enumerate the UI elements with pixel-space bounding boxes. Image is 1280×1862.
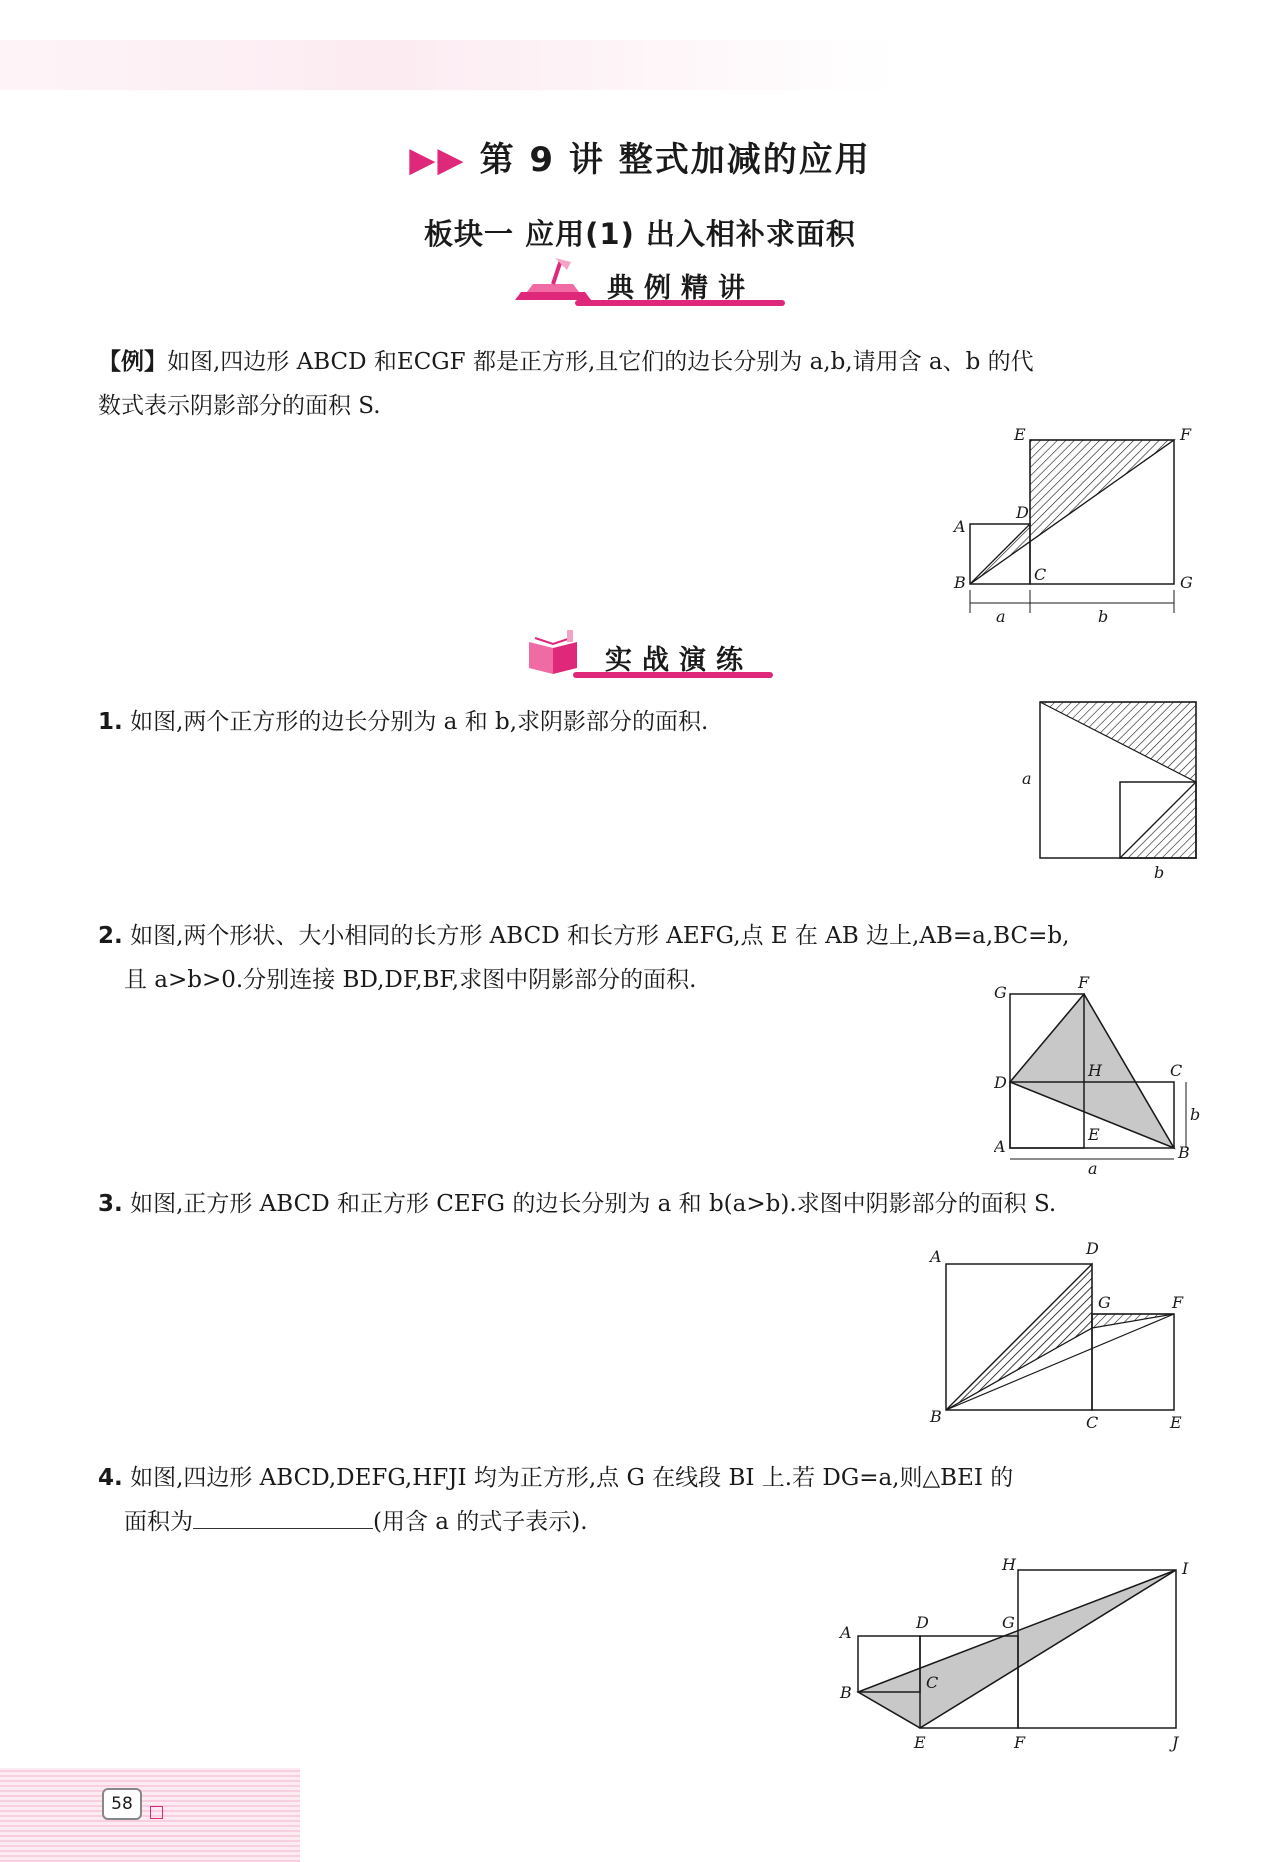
problem-4	[98, 1456, 1198, 1544]
problem-2-text-line2: 且 a>b>0.分别连接 BD,DF,BF,求图中阴影部分的面积.	[124, 967, 697, 993]
label-E: E	[1088, 1125, 1100, 1144]
label-G: G	[994, 983, 1007, 1002]
figure-2	[994, 976, 1204, 1176]
label-J: J	[1172, 1733, 1179, 1752]
label-G: G	[1098, 1293, 1111, 1312]
figure-1-shaded-top	[1040, 702, 1196, 782]
label-A: A	[930, 1247, 942, 1266]
label-A: A	[840, 1623, 852, 1642]
answer-blank[interactable]	[193, 1508, 373, 1529]
footer-square-icon	[150, 1806, 163, 1819]
problem-4-text-line1: 如图,四边形 ABCD,DEFG,HFJI 均为正方形,点 G 在线段 BI 上.若 DG=a,则△BEI 的	[130, 1465, 1014, 1491]
example-figure	[942, 428, 1202, 628]
problem-3-text: 如图,正方形 ABCD 和正方形 CEFG 的边长分别为 a 和 b(a>b).求图中阴影部分的面积 S.	[130, 1191, 1057, 1217]
label-I: I	[1182, 1559, 1189, 1578]
label-F: F	[1180, 428, 1192, 444]
problem-4-text-line2-after: (用含 a 的式子表示).	[373, 1509, 588, 1535]
problem-3-number: 3.	[98, 1191, 123, 1217]
banner-example	[515, 262, 785, 308]
top-decoration	[0, 40, 1280, 90]
label-a: a	[996, 607, 1006, 626]
book-icon	[525, 628, 585, 678]
label-b: b	[1190, 1105, 1201, 1124]
figure-1	[1020, 694, 1210, 884]
banner-practice-label: 实战演练	[605, 645, 753, 676]
problem-2-number: 2.	[98, 923, 123, 949]
label-E: E	[914, 1733, 926, 1752]
problem-4-text-line2-before: 面积为	[124, 1509, 193, 1535]
label-C: C	[1086, 1413, 1099, 1430]
problem-2-text-line1: 如图,两个形状、大小相同的长方形 ABCD 和长方形 AEFG,点 E 在 AB 边上,AB=a,BC=b,	[130, 923, 1070, 949]
label-G: G	[1002, 1613, 1015, 1632]
figure-3-shaded-right	[1092, 1314, 1174, 1328]
double-arrow-icon: ▶▶	[409, 140, 466, 180]
problem-1-text: 如图,两个正方形的边长分别为 a 和 b,求阴影部分的面积.	[130, 709, 709, 735]
label-D: D	[916, 1613, 929, 1632]
example-text-line1: 如图,四边形 ABCD 和ECGF 都是正方形,且它们的边长分别为 a,b,请用含 a、b 的代	[167, 349, 1034, 375]
label-B: B	[840, 1683, 852, 1702]
lesson-title	[0, 132, 1280, 181]
label-F: F	[1172, 1293, 1184, 1312]
lesson-title-text: 第 9 讲 整式加减的应用	[479, 140, 871, 180]
banner-practice	[525, 634, 795, 680]
example-paragraph	[98, 340, 1198, 428]
label-C: C	[1034, 565, 1047, 584]
label-H: H	[1088, 1061, 1102, 1080]
label-C: C	[1170, 1061, 1183, 1080]
figure-4-shaded-region	[858, 1570, 1176, 1728]
label-b: b	[1154, 863, 1165, 882]
problem-4-number: 4.	[98, 1465, 123, 1491]
label-B: B	[1178, 1143, 1190, 1162]
problem-3	[98, 1182, 1198, 1226]
example-text-line2: 数式表示阴影部分的面积 S.	[98, 393, 381, 419]
example-prefix: 【例】	[98, 349, 167, 375]
label-a: a	[1022, 769, 1032, 788]
label-C: C	[926, 1673, 939, 1692]
label-F: F	[1078, 976, 1090, 992]
figure-3	[926, 1240, 1186, 1430]
banner-example-label: 典例精讲	[607, 273, 755, 304]
label-E: E	[1014, 428, 1026, 444]
label-F: F	[1014, 1733, 1026, 1752]
label-a: a	[1088, 1159, 1098, 1176]
problem-1-number: 1.	[98, 709, 123, 735]
label-B: B	[930, 1407, 942, 1426]
label-D: D	[1086, 1240, 1099, 1258]
label-A: A	[954, 517, 966, 536]
label-b: b	[1098, 607, 1109, 626]
section-title: 板块一 应用(1) 出入相补求面积	[424, 217, 856, 251]
label-A: A	[994, 1137, 1006, 1156]
label-B: B	[954, 573, 966, 592]
label-E: E	[1170, 1413, 1182, 1430]
figure-4	[838, 1558, 1198, 1758]
label-D: D	[994, 1073, 1007, 1092]
label-D: D	[1016, 503, 1029, 522]
square-cefg	[1092, 1314, 1174, 1410]
label-G: G	[1180, 573, 1193, 592]
label-H: H	[1002, 1558, 1016, 1574]
lamp-icon	[515, 254, 595, 304]
page-number: 58	[102, 1788, 142, 1820]
